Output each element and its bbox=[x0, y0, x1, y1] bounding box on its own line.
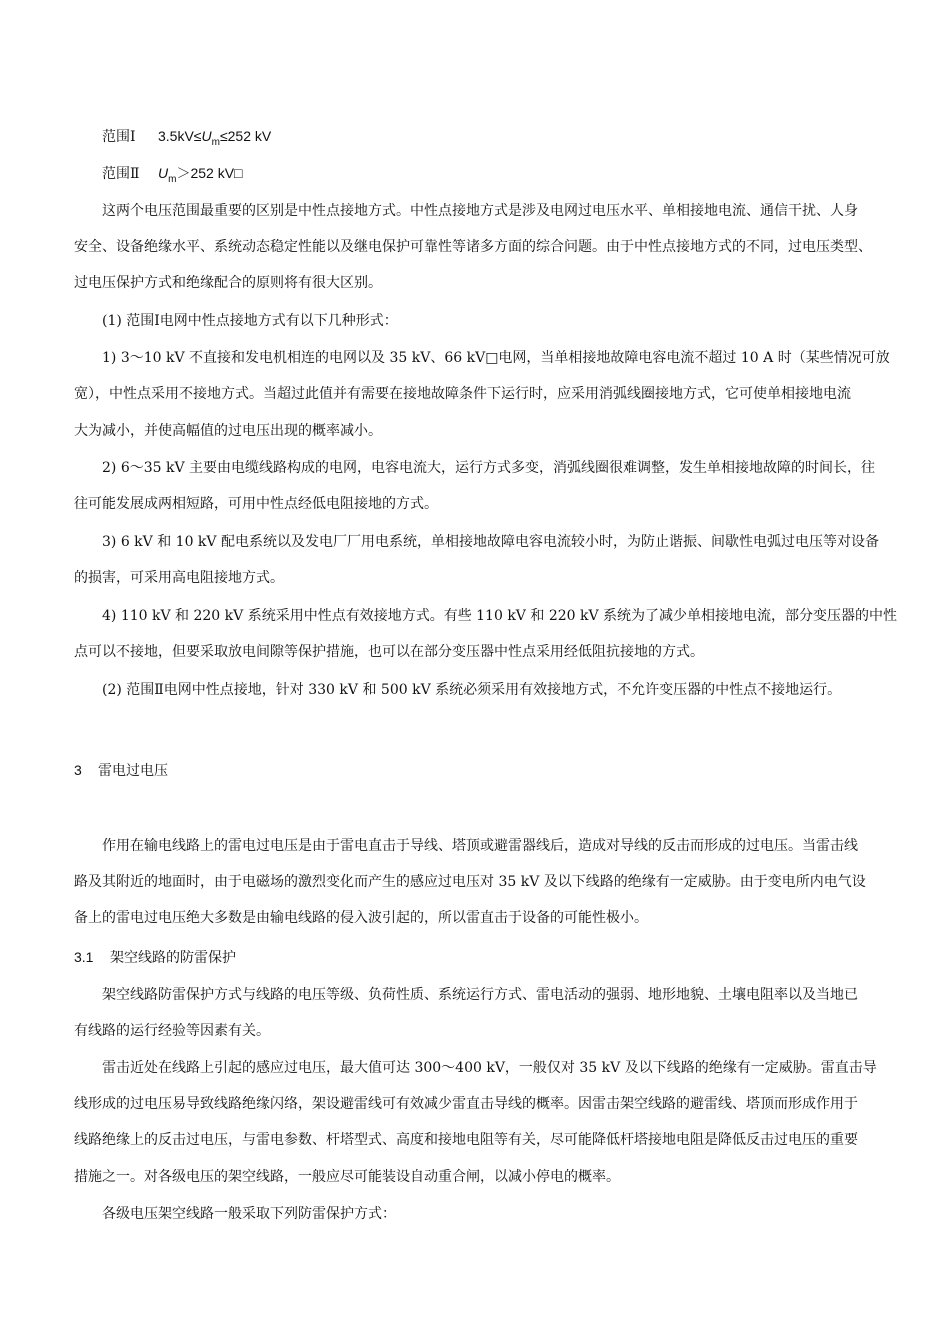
range-i-label: 范围Ⅰ bbox=[102, 129, 136, 145]
subsection-heading-3-1 bbox=[74, 947, 236, 968]
list-item-line: 大为减小，并使高幅值的过电压出现的概率减小。 bbox=[74, 423, 382, 439]
paragraph-line: 措施之一。对各级电压的架空线路，一般应尽可能装设自动重合闸，以减小停电的概率。 bbox=[74, 1169, 620, 1185]
section-number: 3 bbox=[74, 762, 82, 778]
section-heading-3 bbox=[74, 760, 168, 781]
range-i-symbol: U bbox=[201, 128, 212, 144]
subsection-title: 架空线路的防雷保护 bbox=[110, 950, 236, 966]
range-ii-bound: ＞252 kV□ bbox=[176, 165, 243, 181]
list-item-line: 的损害，可采用高电阻接地方式。 bbox=[74, 570, 284, 586]
paragraph-line: 线形成的过电压易导致线路绝缘闪络，架设避雷线可有效减少雷直击导线的概率。因雷击架空线路的避雷线、塔顶而形成作用于 bbox=[74, 1096, 858, 1112]
range-i-line bbox=[102, 126, 271, 147]
paragraph-line: 雷击近处在线路上引起的感应过电压，最大值可达 300～400 kV，一般仅对 35 kV 及以下线路的绝缘有一定威胁。雷直击导 bbox=[102, 1060, 877, 1076]
list-item-line: 往可能发展成两相短路，可用中性点经低电阻接地的方式。 bbox=[74, 496, 438, 512]
paragraph-line: 备上的雷电过电压绝大多数是由输电线路的侵入波引起的，所以雷直击于设备的可能性极小。 bbox=[74, 910, 648, 926]
list-item-line: 3) 6 kV 和 10 kV 配电系统以及发电厂厂用电系统，单相接地故障电容电流较小时，为防止谐振、间歇性电弧过电压等对设备 bbox=[102, 534, 879, 550]
range-i-subscript: m bbox=[211, 137, 220, 148]
list-item-line: 宽），中性点采用不接地方式。当超过此值并有需要在接地故障条件下运行时，应采用消弧线圈接地方式，它可使单相接地电流 bbox=[74, 386, 851, 402]
paragraph-line: 安全、设备绝缘水平、系统动态稳定性能以及继电保护可靠性等诸多方面的综合问题。由于中性点接地方式的不同，过电压类型、 bbox=[74, 239, 872, 255]
list-item-line: 点可以不接地，但要采取放电间隙等保护措施，也可以在部分变压器中性点采用经低阻抗接地的方式。 bbox=[74, 644, 704, 660]
range-i-lower-bound: 3.5kV≤ bbox=[158, 128, 202, 144]
list-heading-1: (1) 范围Ⅰ电网中性点接地方式有以下几种形式： bbox=[102, 313, 398, 329]
list-item-line: 1) 3～10 kV 不直接和发电机相连的电网以及 35 kV、66 kV□电网，当单相接地故障电容电流不超过 10 A 时（某些情况可放 bbox=[102, 350, 890, 366]
range-ii-symbol: U bbox=[158, 165, 169, 181]
paragraph-line: 过电压保护方式和绝缘配合的原则将有很大区别。 bbox=[74, 275, 382, 291]
paragraph-line: 架空线路防雷保护方式与线路的电压等级、负荷性质、系统运行方式、雷电活动的强弱、地形地貌、土壤电阻率以及当地已 bbox=[102, 987, 858, 1003]
range-ii-subscript: m bbox=[168, 174, 177, 185]
paragraph-line: 各级电压架空线路一般采取下列防雷保护方式： bbox=[102, 1206, 396, 1222]
paragraph-line: 线路绝缘上的反击过电压，与雷电参数、杆塔型式、高度和接地电阻等有关，尽可能降低杆塔接地电阻是降低反击过电压的重要 bbox=[74, 1132, 858, 1148]
section-title: 雷电过电压 bbox=[98, 763, 168, 779]
paragraph-line: 这两个电压范围最重要的区别是中性点接地方式。中性点接地方式是涉及电网过电压水平、单相接地电流、通信干扰、人身 bbox=[102, 203, 858, 219]
paragraph-line: 路及其附近的地面时，由于电磁场的激烈变化而产生的感应过电压对 35 kV 及以下线路的绝缘有一定威胁。由于变电所内电气设 bbox=[74, 874, 866, 890]
list-item-line: 2) 6～35 kV 主要由电缆线路构成的电网，电容电流大，运行方式多变，消弧线圈很难调整，发生单相接地故障的时间长，往 bbox=[102, 460, 876, 476]
list-item-2: (2) 范围Ⅱ电网中性点接地，针对 330 kV 和 500 kV 系统必须采用有效接地方式，不允许变压器的中性点不接地运行。 bbox=[102, 682, 842, 698]
list-item-line: 4) 110 kV 和 220 kV 系统采用中性点有效接地方式。有些 110 kV 和 220 kV 系统为了减少单相接地电流，部分变压器的中性 bbox=[102, 608, 898, 624]
paragraph-line: 作用在输电线路上的雷电过电压是由于雷电直击于导线、塔顶或避雷器线后，造成对导线的反击而形成的过电压。当雷击线 bbox=[102, 838, 858, 854]
subsection-number: 3.1 bbox=[74, 949, 94, 965]
range-ii-label: 范围Ⅱ bbox=[102, 166, 140, 182]
range-i-upper-bound: ≤252 kV bbox=[219, 128, 272, 144]
paragraph-line: 有线路的运行经验等因素有关。 bbox=[74, 1023, 270, 1039]
range-ii-line bbox=[102, 163, 243, 184]
